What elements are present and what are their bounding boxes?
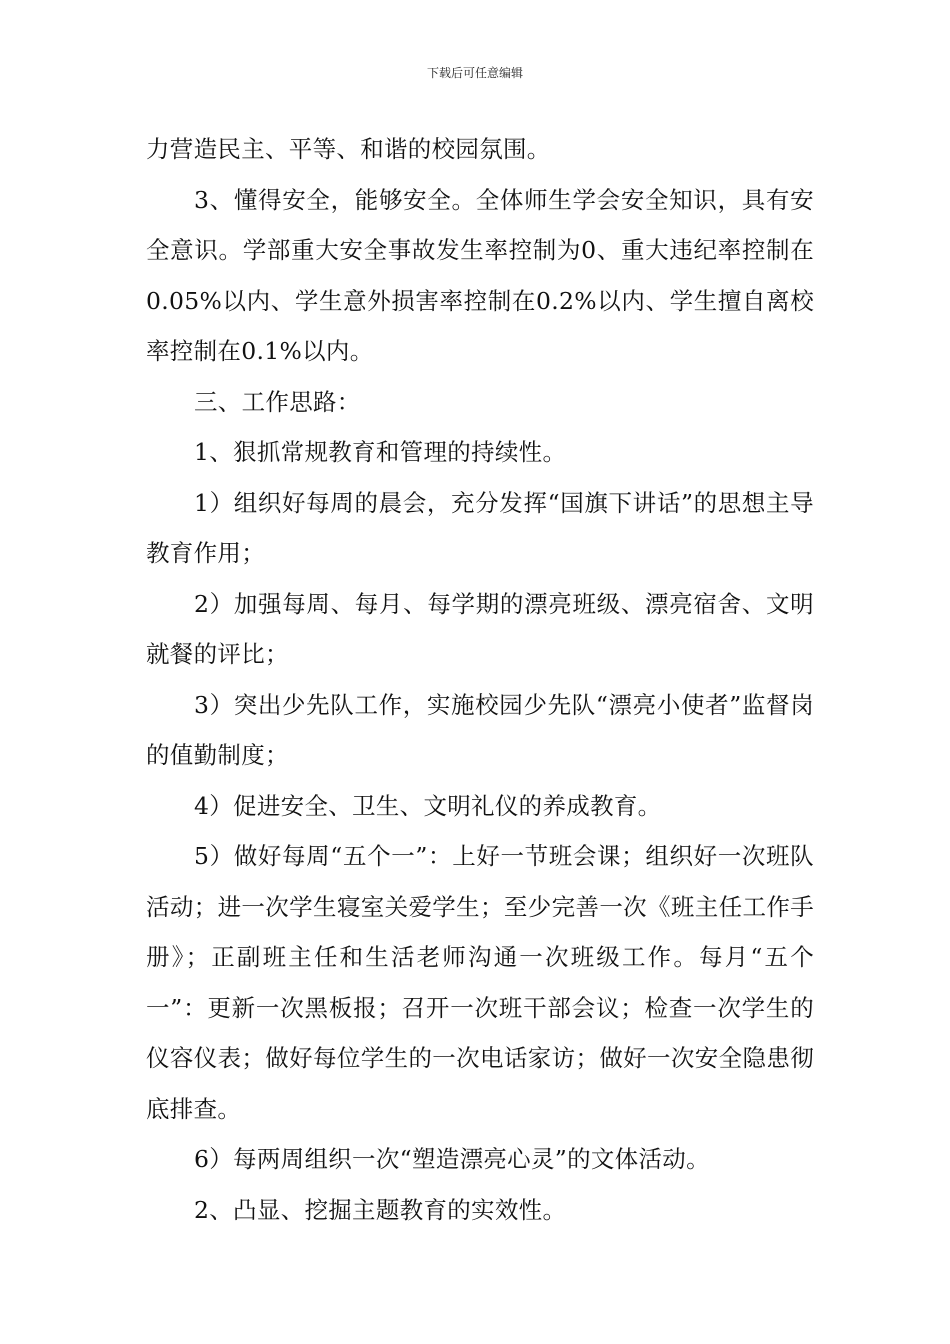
paragraph-11: 2、凸显、挖掘主题教育的实效性。	[194, 1195, 567, 1224]
section-heading: 三、工作思路：	[194, 387, 361, 416]
paragraph-5: 1）组织好每周的晨会，充分发挥“国旗下讲话”的思想主导教育作用；	[146, 488, 814, 567]
paragraph-4: 1、狠抓常规教育和管理的持续性。	[194, 438, 567, 466]
paragraph-8: 4）促进安全、卫生、文明礼仪的养成教育。	[194, 791, 662, 820]
paragraph-2: 3、懂得安全，能够安全。全体师生学会安全知识，具有安全意识。学部重大安全事故发生率控制为0、重大违纪率控制在0.05%以内、学生意外损害率控制在0.2%以内、学生擅自离校率控制在0.1%以内。	[146, 185, 814, 365]
document-body	[146, 124, 814, 1235]
paragraph-7: 3）突出少先队工作，实施校园少先队“漂亮小使者”监督岗的值勤制度；	[146, 690, 814, 769]
page-header: 下载后可任意编辑	[426, 66, 523, 80]
paragraph-6: 2）加强每周、每月、每学期的漂亮班级、漂亮宿舍、文明就餐的评比；	[146, 589, 814, 668]
paragraph-1: 力营造民主、平等、和谐的校园氛围。	[146, 135, 551, 163]
paragraph-9: 5）做好每周“五个一”：上好一节班会课；组织好一次班队活动；进一次学生寝室关爱学生；至少完善一次《班主任工作手册》；正副班主任和生活老师沟通一次班级工作。每月“五个一”：更新一次黑板报；召开一次班干部会议；检查一次学生的仪容仪表；做好每位学生的一次电话家访；做好一次安全隐患彻底排查。	[146, 842, 814, 1123]
paragraph-10: 6）每两周组织一次“塑造漂亮心灵”的文体活动。	[194, 1145, 710, 1173]
